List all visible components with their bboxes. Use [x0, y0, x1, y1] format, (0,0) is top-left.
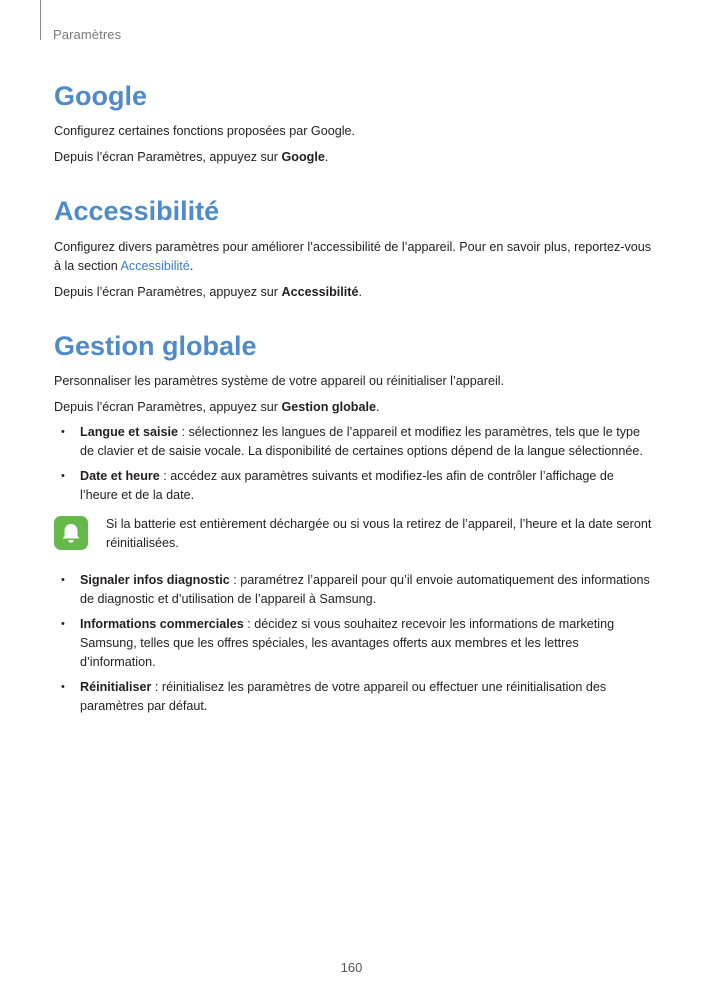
- option-term: Informations commerciales: [80, 617, 244, 632]
- google-instructions: [54, 148, 654, 167]
- google-instr-prefix: Depuis l’écran Paramètres, appuyez sur: [54, 150, 282, 165]
- gestion-description: Personnaliser les paramètres système de votre appareil ou réinitialiser l’appareil.: [54, 374, 505, 389]
- section-gestion-globale: [54, 330, 654, 716]
- option-description: : réinitialisez les paramètres de votre appareil ou effectuer une réinitialisation des paramètres par défaut.: [80, 680, 607, 714]
- bell-icon: [54, 516, 88, 550]
- gestion-instructions: [54, 398, 654, 417]
- section-title-accessibilite: Accessibilité: [54, 196, 220, 227]
- google-instr-suffix: .: [324, 150, 329, 165]
- bullet-marker: •: [61, 618, 65, 631]
- accessibilite-instructions: [54, 283, 654, 302]
- option-term: Signaler infos diagnostic: [80, 573, 230, 588]
- gestion-instr-bold: Gestion globale: [281, 400, 376, 415]
- gestion-instr-suffix: .: [375, 400, 380, 415]
- note-box: [54, 515, 654, 553]
- section-accessibilite: [54, 195, 654, 301]
- option-description: : paramétrez l’appareil pour qu’il envoie automatiquement des informations de diagnostic et d’utilisation de l’appareil à Samsung.: [80, 573, 650, 607]
- list-item: [54, 615, 654, 672]
- list-item: [54, 678, 654, 716]
- header-divider: [40, 0, 41, 40]
- bullet-marker: •: [61, 681, 65, 694]
- google-instr-bold: Google: [281, 150, 325, 165]
- list-item: [54, 423, 654, 461]
- option-term: Date et heure: [80, 469, 160, 484]
- list-item: [54, 467, 654, 505]
- header-label: Paramètres: [53, 27, 122, 42]
- bullet-marker: •: [61, 470, 65, 483]
- page-content: [54, 80, 654, 716]
- bell-icon-graphic: [54, 516, 88, 550]
- gestion-instr-prefix: Depuis l’écran Paramètres, appuyez sur: [54, 400, 282, 415]
- section-google: [54, 80, 654, 167]
- bullet-marker: •: [61, 574, 65, 587]
- google-description: Configurez certaines fonctions proposées par Google.: [54, 124, 356, 139]
- note-text: Si la batterie est entièrement déchargée ou si vous la retirez de l’appareil, l’heure et la date seront réinitialisées.: [106, 517, 652, 551]
- option-description: : sélectionnez les langues de l’appareil et modifiez les paramètres, tels que le type de clavier et de saisie vocale. La disponibilité de certaines options dépend de la langue sélectionnée.: [80, 425, 643, 459]
- accessibilite-instr-prefix: Depuis l’écran Paramètres, appuyez sur: [54, 284, 282, 299]
- accessibilite-instr-bold: Accessibilité: [281, 284, 359, 299]
- gestion-options-list-b: [54, 571, 654, 716]
- gestion-options-list-a: [54, 423, 654, 505]
- option-term: Réinitialiser: [80, 680, 152, 695]
- option-description: : décidez si vous souhaitez recevoir les informations de marketing Samsung, telles que les offres spéciales, les avantages offerts aux membres et les lettres d’information.: [80, 617, 615, 670]
- bullet-marker: •: [61, 426, 65, 439]
- section-title-gestion-globale: Gestion globale: [54, 330, 257, 361]
- option-term: Langue et saisie: [80, 425, 178, 440]
- option-description: : accédez aux paramètres suivants et modifiez-les afin de contrôler l’affichage de l’heure et de la date.: [80, 469, 614, 503]
- list-item: [54, 571, 654, 609]
- accessibilite-description: [54, 238, 654, 276]
- section-title-google: Google: [54, 81, 147, 111]
- accessibilite-instr-suffix: .: [358, 284, 363, 299]
- accessibilite-link[interactable]: Accessibilité: [120, 258, 190, 273]
- accessibilite-desc-text: Configurez divers paramètres pour améliorer l’accessibilité de l’appareil. Pour en savoir plus, reportez-vous à la section: [54, 239, 652, 273]
- page-number: 160: [340, 960, 363, 975]
- accessibilite-desc-suffix: .: [189, 258, 194, 273]
